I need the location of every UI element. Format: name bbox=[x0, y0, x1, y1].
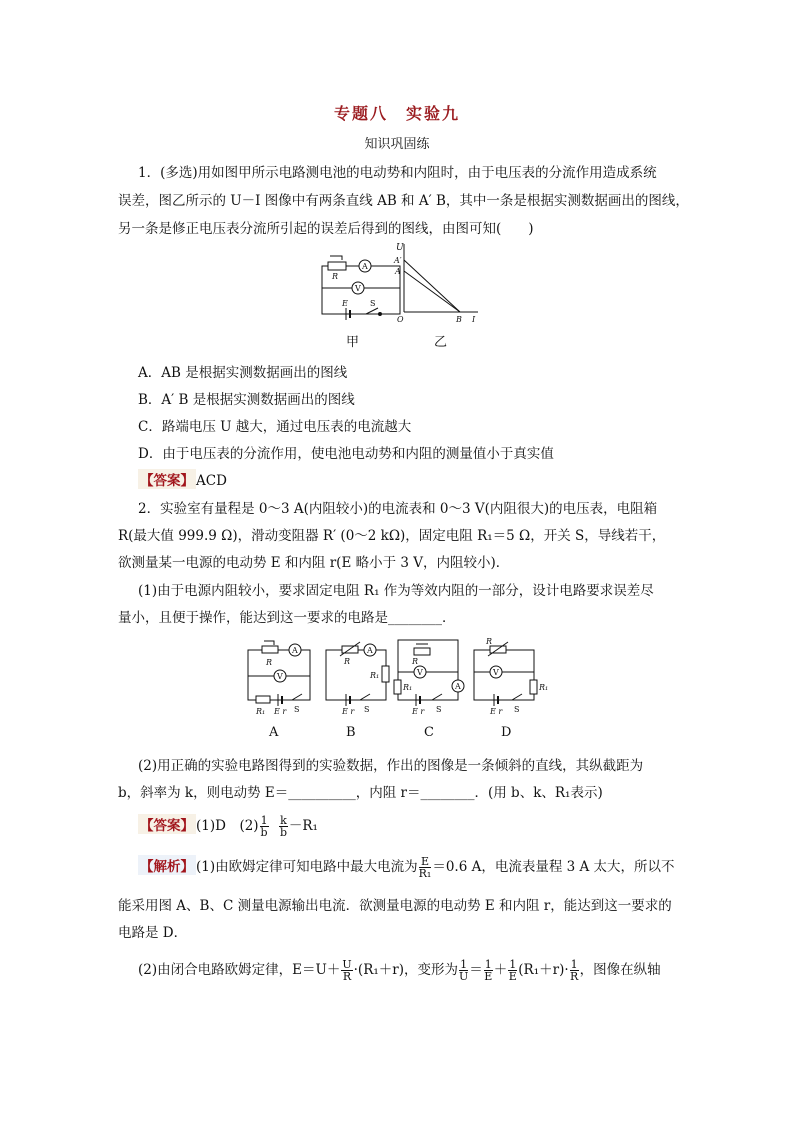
label-voltmeter: V bbox=[417, 668, 423, 677]
rheostat-symbol bbox=[328, 262, 346, 270]
circuit-label-a: A bbox=[269, 725, 279, 740]
label-S: S bbox=[514, 705, 520, 714]
circuit-label-b: B bbox=[346, 725, 356, 740]
fraction-k-over-b: $\frac{k}{b}$ bbox=[279, 814, 288, 839]
fraction-1-over-r: $\frac{1}{R}$ bbox=[569, 958, 579, 983]
label-S: S bbox=[436, 705, 442, 714]
label-voltmeter: V bbox=[355, 284, 361, 293]
q2-analysis-line-4: (2)由闭合电路欧姆定律，E＝U＋ $\frac{U}{R}$ ·(R₁＋r)，变形为 $\frac{1}{U}$ ＝ $\frac{1}{E}$ ＋ $\frac{1}{E}$ (R₁＋r)· $\frac{1}{R}$ ，图像在纵轴 bbox=[138, 958, 661, 983]
q2-line-1: 2．实验室有量程是 0～3 A(内阻较小)的电流表和 0～3 V(内阻很大)的电压表，电阻箱 bbox=[138, 501, 658, 517]
label-voltmeter: V bbox=[277, 672, 283, 681]
rheostat-slider bbox=[330, 256, 342, 260]
q1-line-1: 1．(多选)用如图甲所示电路测电池的电动势和内阻时，由于电压表的分流作用造成系统 bbox=[138, 165, 657, 181]
circuit-options-figure bbox=[240, 636, 556, 716]
label-ammeter: A bbox=[292, 646, 298, 655]
label-R: R bbox=[332, 272, 339, 281]
circuit-label-d: D bbox=[501, 725, 512, 740]
q2-part2-line-2: b，斜率为 k，则电动势 E＝__________，内阻 r＝________．(用 b、k、R₁表示) bbox=[118, 785, 603, 801]
label-u-axis: U bbox=[396, 243, 404, 253]
fraction-e-over-r1: $\frac{E}{\text{R₁}}$ bbox=[418, 855, 432, 880]
q2-answer bbox=[138, 814, 318, 838]
q1-line-3: 另一条是修正电压表分流所引起的误差后得到的图线，由图可知( ) bbox=[118, 221, 534, 237]
circuit-c bbox=[394, 640, 464, 716]
q2-line-2: R(最大值 999.9 Ω)，滑动变阻器 R′ (0～2 kΩ)，固定电阻 R₁＝5 Ω，开关 S，导线若干， bbox=[118, 528, 666, 544]
caption-jia: 甲 bbox=[346, 335, 360, 350]
q2-answer-tail: －R₁ bbox=[288, 818, 318, 834]
label-i-axis: I bbox=[472, 315, 476, 324]
fraction-1-over-u: $\frac{1}{U}$ bbox=[459, 958, 469, 983]
circuit-b bbox=[326, 642, 389, 716]
line-ab bbox=[404, 271, 460, 312]
label-ammeter: A bbox=[455, 682, 461, 691]
label-R1: R₁ bbox=[403, 683, 413, 692]
label-ammeter: A bbox=[367, 646, 373, 655]
section-subtitle: 知识巩固练 bbox=[364, 137, 430, 152]
ui-graph-yi bbox=[392, 238, 482, 326]
label-a-prime: A′ bbox=[394, 256, 402, 265]
label-R1: R₁ bbox=[256, 707, 266, 716]
fraction-1-over-b: $\frac{1}{b}$ bbox=[260, 814, 268, 839]
label-Er: E r bbox=[274, 707, 287, 716]
label-R: R bbox=[266, 658, 273, 667]
circuit-label-c: C bbox=[424, 725, 434, 740]
q2-part1-line-2: 量小，且便于操作，能达到这一要求的电路是________． bbox=[118, 610, 456, 626]
answer-tag: 【答案】 bbox=[138, 469, 196, 489]
fraction-u-over-r: $\frac{U}{R}$ bbox=[342, 958, 352, 983]
switch-symbol bbox=[366, 308, 378, 314]
label-b: B bbox=[456, 315, 462, 324]
fraction-1-over-e-2: $\frac{1}{E}$ bbox=[508, 958, 517, 983]
label-Er: E r bbox=[490, 707, 503, 716]
label-S: S bbox=[294, 705, 300, 714]
q2-answer-text: (1)D (2) bbox=[196, 818, 259, 834]
fraction-1-over-e: $\frac{1}{E}$ bbox=[484, 958, 493, 983]
label-R1: R₁ bbox=[370, 671, 380, 680]
q1-option-b: B．A′ B 是根据实测数据画出的图线 bbox=[138, 392, 355, 408]
analysis-tag: 【解析】 bbox=[138, 855, 196, 875]
page-title: 专题八 实验九 bbox=[333, 104, 460, 123]
label-S: S bbox=[370, 299, 376, 308]
q2-analysis-line-2: 能采用图 A、B、C 测量电源输出电流．欲测量电源的电动势 E 和内阻 r，能达到这一要求的 bbox=[118, 898, 672, 914]
label-R: R bbox=[412, 657, 419, 666]
q2-part1-line-1: (1)由于电源内阻较小，要求固定电阻 R₁ 作为等效内阻的一部分，设计电路要求误差尽 bbox=[138, 583, 654, 599]
label-Er: E r bbox=[342, 707, 355, 716]
label-ammeter: A bbox=[362, 262, 368, 271]
caption-yi: 乙 bbox=[434, 335, 448, 350]
label-Er: E r bbox=[412, 707, 425, 716]
circuit-a bbox=[248, 641, 310, 716]
q1-line-2: 误差，图乙所示的 U－I 图像中有两条直线 AB 和 A′ B，其中一条是根据实测数据画出的图线， bbox=[118, 193, 689, 209]
q1-option-a: A．AB 是根据实测数据画出的图线 bbox=[138, 365, 348, 381]
label-E: E bbox=[342, 299, 348, 308]
q2-part2-line-1: (2)用正确的实验电路图得到的实验数据，作出的图像是一条倾斜的直线，其纵截距为 bbox=[138, 758, 644, 774]
q2-analysis-line-1: 【解析】 (1)由欧姆定律可知电路中最大电流为 $\frac{E}{\text{R₁}}$ ＝0.6 A，电流表量程 3 A 太大，所以不 bbox=[140, 855, 675, 880]
label-voltmeter: V bbox=[493, 668, 499, 677]
q1-option-d: D．由于电压表的分流作用，使电池电动势和内阻的测量值小于真实值 bbox=[138, 446, 554, 462]
q1-answer bbox=[138, 469, 227, 489]
label-R: R bbox=[344, 657, 351, 666]
answer-tag: 【答案】 bbox=[138, 814, 196, 834]
q2-analysis-line-3: 电路是 D． bbox=[118, 925, 188, 941]
label-a: A bbox=[395, 267, 401, 276]
label-R1: R₁ bbox=[539, 683, 549, 692]
label-S: S bbox=[364, 705, 370, 714]
switch-contact bbox=[379, 313, 382, 316]
q2-line-3: 欲测量某一电源的电动势 E 和内阻 r(E 略小于 3 V，内阻较小)． bbox=[118, 555, 510, 571]
q1-option-c: C．路端电压 U 越大，通过电压表的电流越大 bbox=[138, 419, 412, 435]
label-R: R bbox=[486, 637, 493, 646]
label-origin: O bbox=[397, 315, 404, 324]
circuit-d bbox=[474, 637, 548, 716]
q1-answer-value: ACD bbox=[196, 473, 227, 489]
line-a-prime-b bbox=[404, 260, 460, 312]
